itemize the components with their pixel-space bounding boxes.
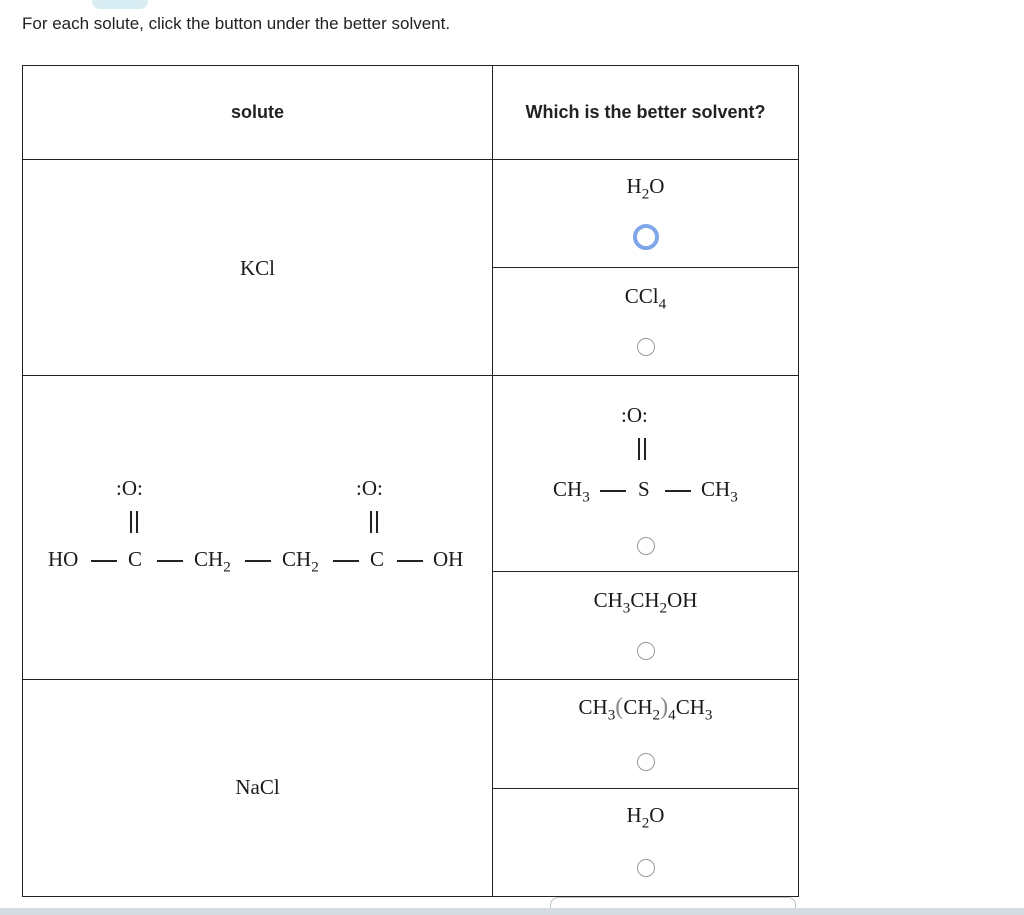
methylene-2: $CH_2$ <box>282 547 319 576</box>
bond <box>600 490 626 492</box>
double-bond-sulfoxide <box>638 438 646 460</box>
solvent-options-nacl <box>493 680 799 897</box>
top-tab <box>92 0 148 9</box>
option-hexane <box>493 680 798 789</box>
option-label-ethanol: $CH_3CH_2OH$ <box>593 588 698 617</box>
carbonyl-oxygen-left: :O: <box>116 476 143 500</box>
methyl-left: $CH_3$ <box>553 477 590 506</box>
option-h2o-2 <box>493 789 798 896</box>
carbonyl-oxygen-right: :O: <box>356 476 383 500</box>
solute-cell-succinic-acid <box>23 376 493 680</box>
hydroxyl-right: OH <box>433 547 464 571</box>
radio-button-ccl4[interactable] <box>637 338 655 356</box>
double-bond-right <box>370 511 378 533</box>
solute-kcl: KCl <box>239 256 275 280</box>
bond <box>245 560 271 562</box>
header-row <box>23 66 799 160</box>
bond <box>91 560 117 562</box>
header-solute: solute <box>23 66 493 160</box>
radio-button-hexane[interactable] <box>637 753 655 771</box>
option-label-hexane: $CH_3(CH_2)_4CH_3$ <box>578 693 713 724</box>
bond <box>157 560 183 562</box>
option-ethanol <box>493 572 798 679</box>
option-ccl4 <box>493 268 798 375</box>
table-row <box>23 376 799 680</box>
header-solvent: Which is the better solvent? <box>493 66 799 160</box>
radio-button-h2o[interactable] <box>633 224 659 250</box>
hydroxyl-left: HO <box>48 547 79 571</box>
table-row <box>23 680 799 897</box>
bottom-bar <box>0 908 1024 915</box>
methyl-right: $CH_3$ <box>701 477 738 506</box>
carbon-left: C <box>128 547 143 571</box>
solvent-table <box>22 65 799 897</box>
option-label-h2o: $H_2O$ <box>626 174 665 203</box>
bond <box>397 560 423 562</box>
methylene-1: $CH_2$ <box>194 547 231 576</box>
instructions-text: For each solute, click the button under the better solvent. <box>22 14 451 33</box>
carbon-right: C <box>370 547 385 571</box>
option-label-ccl4: CCl$_4$ <box>624 284 667 313</box>
solvent-options-kcl <box>493 160 799 376</box>
option-dmso <box>493 376 798 572</box>
radio-button-h2o-2[interactable] <box>637 859 655 877</box>
sulfur-atom: S <box>638 477 650 501</box>
radio-button-ethanol[interactable] <box>637 642 655 660</box>
solute-nacl: NaCl <box>235 775 280 799</box>
double-bond-left <box>130 511 138 533</box>
bond <box>665 490 691 492</box>
solute-cell-nacl <box>23 680 493 897</box>
sulfoxide-oxygen: :O: <box>621 403 648 427</box>
radio-button-dmso[interactable] <box>637 537 655 555</box>
solute-structure-succinic-acid <box>23 376 492 679</box>
bond <box>333 560 359 562</box>
solvent-options-succinic-acid <box>493 376 799 680</box>
solute-cell-kcl <box>23 160 493 376</box>
table-row <box>23 160 799 376</box>
option-h2o <box>493 160 798 268</box>
option-label-h2o-2: $H_2O$ <box>626 803 665 832</box>
